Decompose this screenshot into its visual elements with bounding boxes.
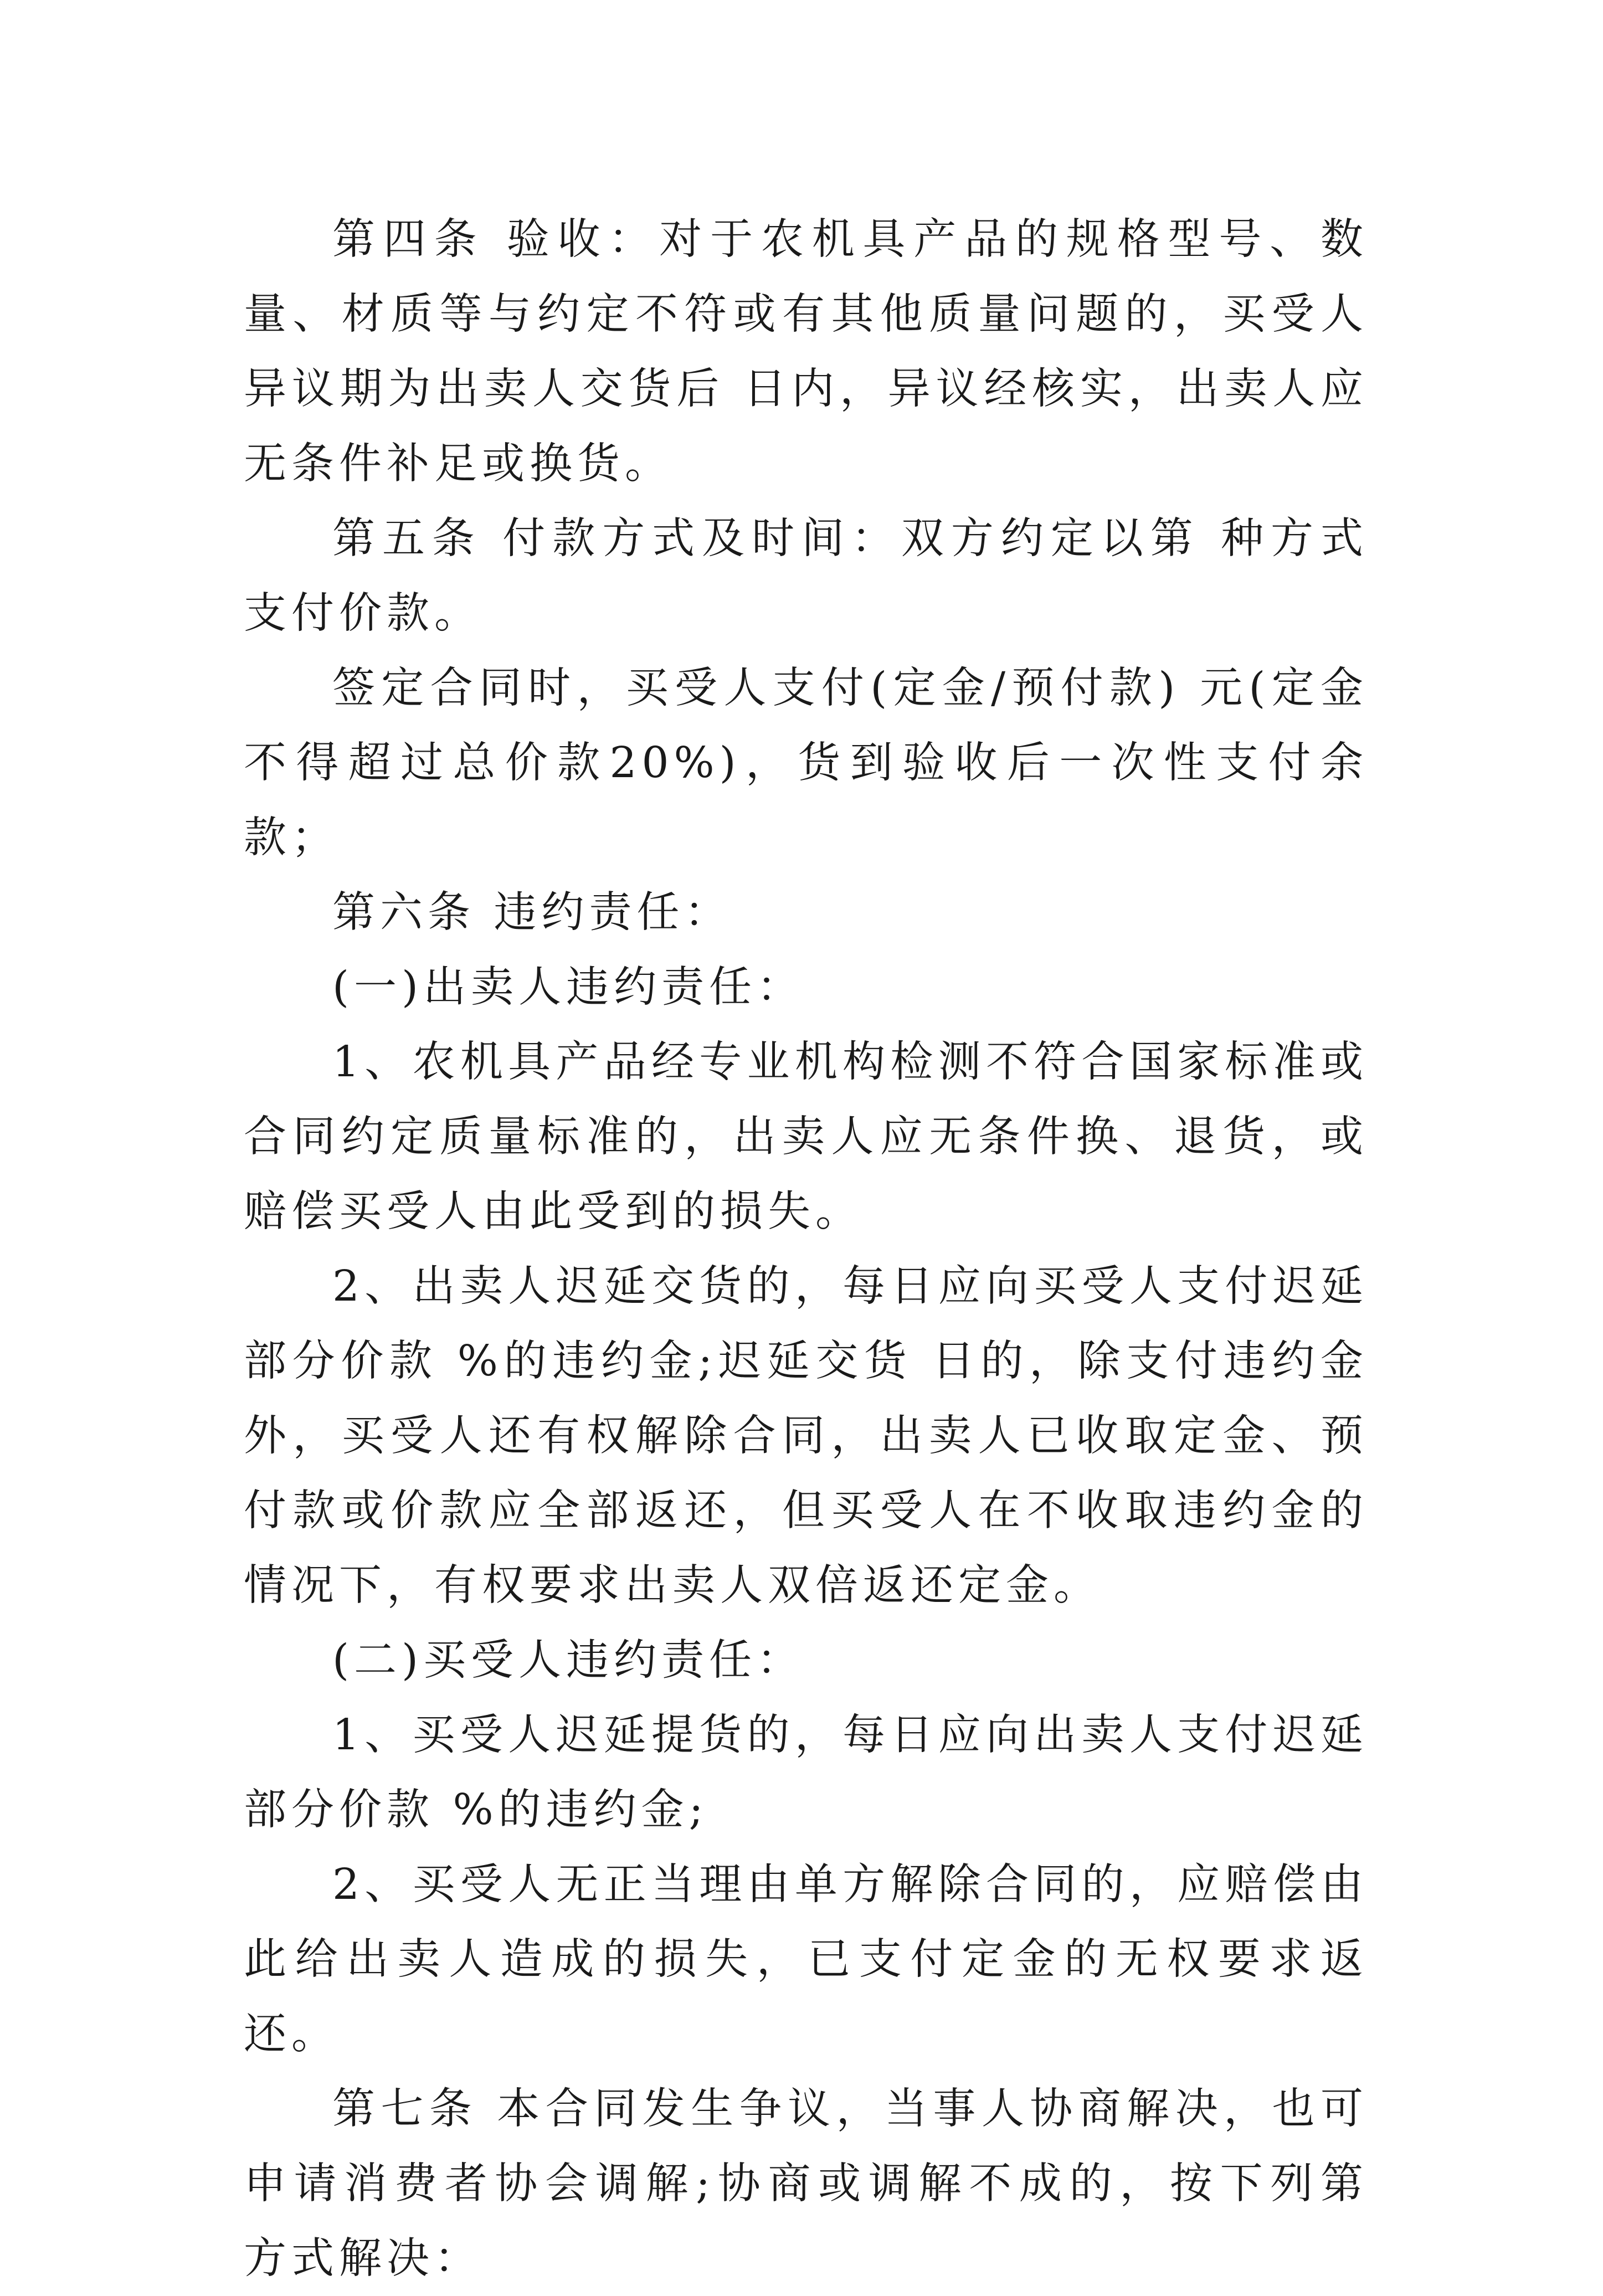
payment-deposit-clause: 签定合同时，买受人支付(定金/预付款) 元(定金不得超过总价款20%)，货到验收后一次性支付余款；	[244, 664, 1368, 862]
article-5-payment: 第五条 付款方式及时间：双方约定以第 种方式支付价款。	[244, 514, 1368, 638]
buyer-liability-item-1: 1、买受人迟延提货的，每日应向出卖人支付迟延部分价款 %的违约金;	[244, 1711, 1368, 1835]
article-7-dispute: 第七条 本合同发生争议，当事人协商解决，也可申请消费者协会调解;协商或调解不成的，按下列第 方式解决：	[244, 2084, 1368, 2283]
seller-liability-heading: (一)出卖人违约责任：	[332, 963, 805, 1012]
article-4-acceptance: 第四条 验收：对于农机具产品的规格型号、数量、材质等与约定不符或有其他质量问题的，买受人异议期为出卖人交货后 日内，异议经核实，出卖人应无条件补足或换货。	[244, 215, 1368, 489]
seller-liability-item-2: 2、出卖人迟延交货的，每日应向买受人支付迟延部分价款 %的违约金;迟延交货 日的，除支付违约金外，买受人还有权解除合同，出卖人已收取定金、预付款或价款应全部返还，但买受人在不收取违约金的情况下，有权要求出卖人双倍返还定金。	[244, 1262, 1368, 1610]
buyer-liability-heading: (二)买受人违约责任：	[332, 1636, 805, 1685]
contract-body	[244, 202, 1368, 2296]
article-6-liability-heading: 第六条 违约责任：	[332, 888, 732, 937]
seller-liability-item-1: 1、农机具产品经专业机构检测不符合国家标准或合同约定质量标准的，出卖人应无条件换、退货，或赔偿买受人由此受到的损失。	[244, 1037, 1368, 1236]
buyer-liability-item-2: 2、买受人无正当理由单方解除合同的，应赔偿由此给出卖人造成的损失，已支付定金的无权要求返还。	[244, 1860, 1368, 2059]
